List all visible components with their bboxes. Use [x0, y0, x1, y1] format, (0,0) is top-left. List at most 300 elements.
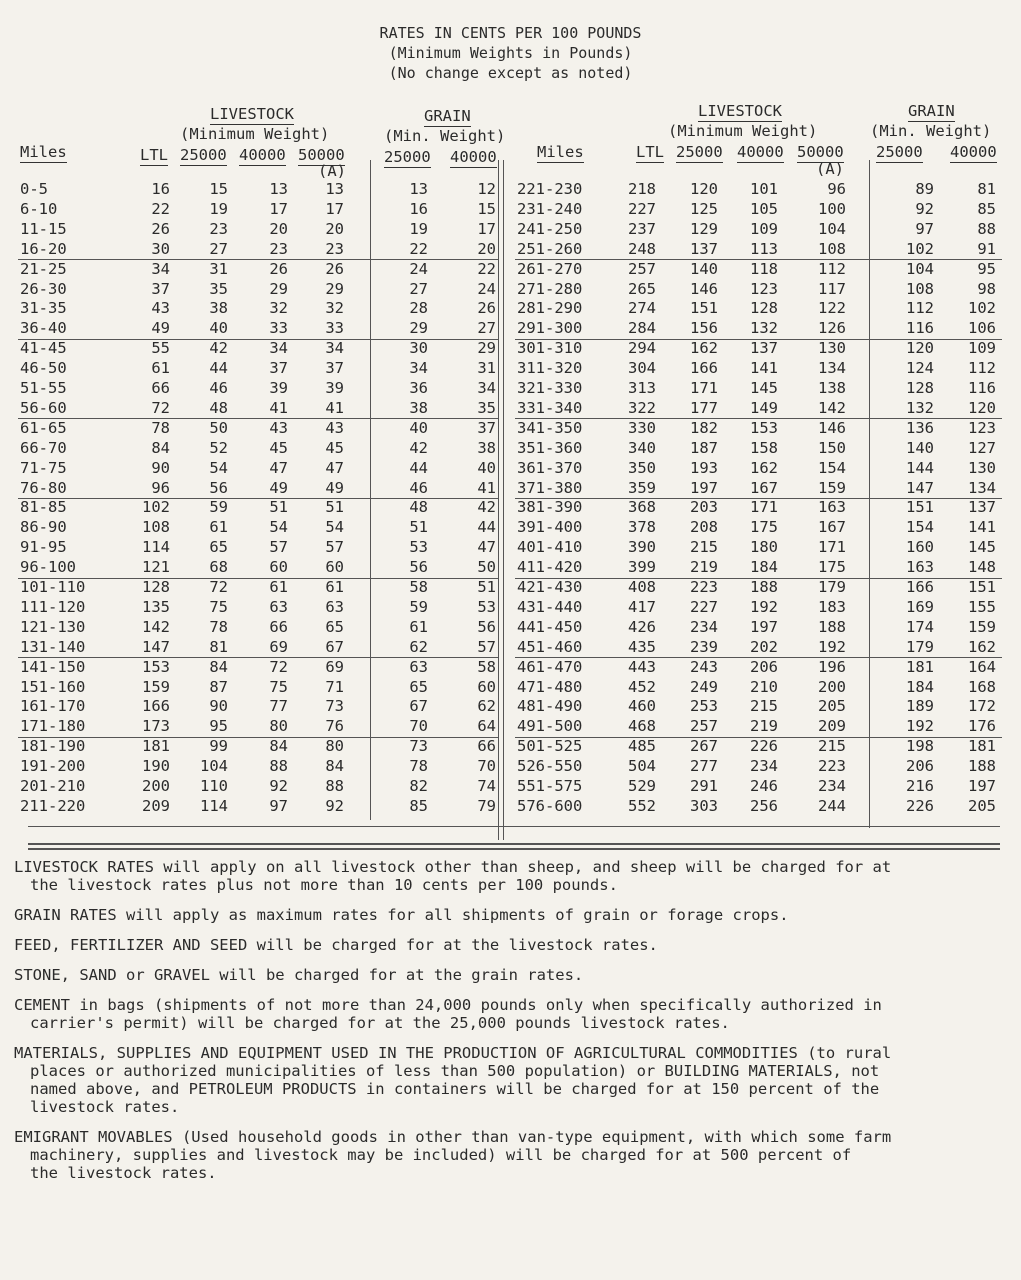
cell-w25000: 42 [209, 339, 228, 358]
cell-ltl: 30 [151, 239, 170, 258]
cell-w40000: 101 [750, 180, 778, 198]
cell-w40000: 69 [269, 637, 288, 656]
cell-grain40000: 12 [477, 180, 496, 198]
cell-w50000: 146 [818, 418, 846, 437]
cell-grain25000: 226 [906, 796, 934, 815]
cell-grain25000: 189 [906, 697, 934, 716]
cell-w50000: 138 [818, 379, 846, 397]
cell-grain25000: 22 [409, 239, 428, 258]
cell-miles: 111-120 [20, 597, 86, 616]
cell-grain40000: 37 [477, 418, 496, 437]
cell-w25000: 193 [690, 458, 718, 477]
table-row [0, 618, 1021, 638]
cell-w50000: 126 [818, 319, 846, 338]
cell-grain40000: 123 [968, 418, 996, 437]
cell-grain25000: 102 [906, 239, 934, 258]
cell-w50000: 171 [818, 538, 846, 557]
cell-grain25000: 216 [906, 777, 934, 795]
cell-w25000: 46 [209, 379, 228, 397]
table-row [0, 658, 1021, 678]
cell-w40000: 109 [750, 219, 778, 238]
cell-w50000: 73 [325, 697, 344, 716]
cell-w50000: 108 [818, 239, 846, 258]
cell-w50000: 196 [818, 657, 846, 676]
cell-miles: 441-450 [517, 617, 583, 636]
cell-miles: 391-400 [517, 518, 583, 537]
cell-w50000: 57 [325, 538, 344, 557]
cell-w40000: 128 [750, 299, 778, 318]
cell-w25000: 19 [209, 199, 228, 218]
cell-w50000: 154 [818, 458, 846, 477]
cell-w50000: 41 [325, 398, 344, 417]
cell-grain25000: 104 [906, 259, 934, 278]
cell-miles: 141-150 [20, 657, 86, 676]
cell-ltl: 90 [151, 458, 170, 477]
cell-miles: 21-25 [20, 259, 67, 278]
cell-miles: 6-10 [20, 199, 58, 218]
cell-grain25000: 73 [409, 737, 428, 756]
cell-ltl: 340 [628, 438, 656, 457]
cell-grain25000: 97 [915, 219, 934, 238]
cell-grain40000: 57 [477, 637, 496, 656]
cell-miles: 231-240 [517, 199, 583, 218]
cell-w50000: 234 [818, 777, 846, 795]
cell-ltl: 114 [142, 538, 170, 557]
cell-grain25000: 198 [906, 737, 934, 756]
cell-grain40000: 35 [477, 398, 496, 417]
cell-w25000: 31 [209, 259, 228, 278]
cell-w25000: 303 [690, 796, 718, 815]
cell-w40000: 171 [750, 498, 778, 517]
grain40000-header-left: 40000 [450, 148, 497, 166]
cell-w25000: 227 [690, 597, 718, 616]
cell-miles: 86-90 [20, 518, 67, 537]
cell-ltl: 294 [628, 339, 656, 358]
note-continuation: the livestock rates plus not more than 10 cents per 100 pounds. [30, 876, 618, 894]
cell-w40000: 167 [750, 478, 778, 497]
cell-w40000: 180 [750, 538, 778, 557]
cell-w40000: 49 [269, 478, 288, 497]
cell-w25000: 84 [209, 657, 228, 676]
note-first-line: LIVESTOCK RATES will apply on all livestock other than sheep, and sheep will be charged for at [14, 858, 892, 876]
cell-grain40000: 56 [477, 617, 496, 636]
cell-grain25000: 34 [409, 359, 428, 378]
cell-miles: 91-95 [20, 538, 67, 557]
note-a-right: (A) [816, 160, 844, 178]
grain-subheader-left: (Min. Weight) [384, 127, 506, 145]
cell-w50000: 65 [325, 617, 344, 636]
cell-grain25000: 48 [409, 498, 428, 517]
cell-ltl: 49 [151, 319, 170, 338]
cell-ltl: 248 [628, 239, 656, 258]
ltl-header-left: LTL [140, 146, 168, 164]
cell-grain25000: 36 [409, 379, 428, 397]
cell-w50000: 205 [818, 697, 846, 716]
cell-miles: 0-5 [20, 180, 48, 198]
table-row [0, 638, 1021, 658]
cell-grain25000: 27 [409, 279, 428, 298]
table-row [0, 737, 1021, 757]
cell-w25000: 78 [209, 617, 228, 636]
cell-w25000: 68 [209, 558, 228, 577]
cell-grain40000: 137 [968, 498, 996, 517]
cell-grain25000: 38 [409, 398, 428, 417]
cell-w25000: 59 [209, 498, 228, 517]
cell-w50000: 71 [325, 677, 344, 696]
cell-w50000: 34 [325, 339, 344, 358]
cell-ltl: 399 [628, 558, 656, 577]
cell-grain40000: 38 [477, 438, 496, 457]
cell-w40000: 33 [269, 319, 288, 338]
cell-w25000: 187 [690, 438, 718, 457]
cell-grain40000: 24 [477, 279, 496, 298]
cell-w40000: 162 [750, 458, 778, 477]
cell-ltl: 350 [628, 458, 656, 477]
cell-miles: 311-320 [517, 359, 583, 378]
cell-w25000: 223 [690, 578, 718, 596]
cell-w40000: 158 [750, 438, 778, 457]
cell-grain25000: 51 [409, 518, 428, 537]
cell-miles: 31-35 [20, 299, 67, 318]
cell-grain25000: 147 [906, 478, 934, 497]
cell-grain40000: 102 [968, 299, 996, 318]
table-row [0, 797, 1021, 817]
cell-miles: 381-390 [517, 498, 583, 517]
cell-grain40000: 205 [968, 796, 996, 815]
grain40000-header-right: 40000 [950, 143, 997, 161]
cell-w50000: 122 [818, 299, 846, 318]
cell-ltl: 390 [628, 538, 656, 557]
cell-grain25000: 65 [409, 677, 428, 696]
table-row [0, 419, 1021, 439]
cell-w40000: 47 [269, 458, 288, 477]
note-first-line: FEED, FERTILIZER AND SEED will be charged for at the livestock rates. [14, 936, 658, 954]
cell-w50000: 92 [325, 796, 344, 815]
cell-grain40000: 50 [477, 558, 496, 577]
cell-ltl: 43 [151, 299, 170, 318]
cell-grain25000: 67 [409, 697, 428, 716]
grain-subheader-right: (Min. Weight) [870, 122, 992, 140]
cell-miles: 76-80 [20, 478, 67, 497]
cell-grain25000: 56 [409, 558, 428, 577]
table-row [0, 598, 1021, 618]
table-row [0, 220, 1021, 240]
cell-grain25000: 44 [409, 458, 428, 477]
cell-grain25000: 70 [409, 717, 428, 736]
cell-miles: 181-190 [20, 737, 86, 756]
table-row [0, 439, 1021, 459]
cell-miles: 251-260 [517, 239, 583, 258]
cell-grain40000: 79 [477, 796, 496, 815]
cell-w40000: 246 [750, 777, 778, 795]
cell-w40000: 20 [269, 219, 288, 238]
cell-w25000: 137 [690, 239, 718, 258]
cell-w50000: 117 [818, 279, 846, 298]
cell-grain40000: 162 [968, 637, 996, 656]
note-paragraph [14, 858, 1004, 894]
cell-w25000: 99 [209, 737, 228, 756]
cell-ltl: 34 [151, 259, 170, 278]
cell-grain25000: 144 [906, 458, 934, 477]
cell-grain25000: 192 [906, 717, 934, 736]
cell-w50000: 33 [325, 319, 344, 338]
cell-w25000: 38 [209, 299, 228, 318]
cell-w25000: 234 [690, 617, 718, 636]
ltl-header-right: LTL [636, 143, 664, 161]
cell-miles: 36-40 [20, 319, 67, 338]
table-row [0, 339, 1021, 359]
cell-ltl: 218 [628, 180, 656, 198]
cell-w40000: 54 [269, 518, 288, 537]
rates-title: RATES IN CENTS PER 100 POUNDS [379, 24, 642, 42]
cell-ltl: 408 [628, 578, 656, 596]
cell-w40000: 153 [750, 418, 778, 437]
cell-grain25000: 16 [409, 199, 428, 218]
cell-grain40000: 34 [477, 379, 496, 397]
cell-w50000: 13 [325, 180, 344, 198]
cell-grain40000: 31 [477, 359, 496, 378]
cell-w40000: 13 [269, 180, 288, 198]
livestock-subheader-left: (Minimum Weight) [180, 125, 330, 143]
cell-miles: 41-45 [20, 339, 67, 358]
cell-w50000: 192 [818, 637, 846, 656]
cell-w40000: 43 [269, 418, 288, 437]
cell-grain25000: 206 [906, 757, 934, 776]
table-row [0, 399, 1021, 419]
cell-grain25000: 46 [409, 478, 428, 497]
cell-ltl: 135 [142, 597, 170, 616]
table-row [0, 578, 1021, 598]
cell-grain25000: 116 [906, 319, 934, 338]
cell-w50000: 215 [818, 737, 846, 756]
cell-grain40000: 17 [477, 219, 496, 238]
cell-ltl: 209 [142, 796, 170, 815]
table-row [0, 697, 1021, 717]
cell-grain25000: 112 [906, 299, 934, 318]
w25000-header-right: 25000 [676, 143, 723, 161]
cell-grain25000: 179 [906, 637, 934, 656]
rate-notes [14, 858, 1004, 1194]
cell-w50000: 96 [827, 180, 846, 198]
cell-w40000: 23 [269, 239, 288, 258]
cell-w40000: 137 [750, 339, 778, 358]
cell-w25000: 56 [209, 478, 228, 497]
cell-miles: 96-100 [20, 558, 76, 577]
cell-miles: 491-500 [517, 717, 583, 736]
cell-grain25000: 42 [409, 438, 428, 457]
cell-w40000: 192 [750, 597, 778, 616]
cell-w25000: 162 [690, 339, 718, 358]
cell-ltl: 368 [628, 498, 656, 517]
cell-miles: 56-60 [20, 398, 67, 417]
cell-grain40000: 155 [968, 597, 996, 616]
cell-w40000: 210 [750, 677, 778, 696]
table-bottom-rule [28, 826, 1000, 827]
cell-ltl: 22 [151, 199, 170, 218]
table-row [0, 299, 1021, 319]
cell-miles: 461-470 [517, 657, 583, 676]
note-paragraph [14, 1044, 1004, 1116]
cell-w25000: 44 [209, 359, 228, 378]
cell-ltl: 237 [628, 219, 656, 238]
cell-miles: 471-480 [517, 677, 583, 696]
cell-w50000: 80 [325, 737, 344, 756]
cell-ltl: 159 [142, 677, 170, 696]
cell-ltl: 102 [142, 498, 170, 517]
cell-w40000: 118 [750, 259, 778, 278]
cell-grain40000: 116 [968, 379, 996, 397]
cell-grain40000: 95 [977, 259, 996, 278]
cell-ltl: 153 [142, 657, 170, 676]
table-row [0, 479, 1021, 499]
note-first-line: GRAIN RATES will apply as maximum rates for all shipments of grain or forage crops. [14, 906, 789, 924]
cell-grain40000: 70 [477, 757, 496, 776]
cell-miles: 211-220 [20, 796, 86, 815]
cell-miles: 401-410 [517, 538, 583, 557]
cell-w50000: 200 [818, 677, 846, 696]
grain-header-right: GRAIN [908, 102, 955, 120]
cell-w25000: 104 [200, 757, 228, 776]
cell-ltl: 147 [142, 637, 170, 656]
cell-grain40000: 148 [968, 558, 996, 577]
cell-ltl: 485 [628, 737, 656, 756]
cell-w25000: 171 [690, 379, 718, 397]
table-row [0, 180, 1021, 200]
table-row [0, 678, 1021, 698]
cell-miles: 526-550 [517, 757, 583, 776]
table-bottom-double-rule-a [28, 843, 1000, 845]
table-row [0, 459, 1021, 479]
cell-w50000: 244 [818, 796, 846, 815]
cell-grain25000: 58 [409, 578, 428, 596]
cell-grain40000: 29 [477, 339, 496, 358]
cell-grain25000: 181 [906, 657, 934, 676]
cell-w25000: 166 [690, 359, 718, 378]
cell-ltl: 78 [151, 418, 170, 437]
cell-grain25000: 30 [409, 339, 428, 358]
cell-w40000: 57 [269, 538, 288, 557]
cell-w40000: 234 [750, 757, 778, 776]
cell-ltl: 359 [628, 478, 656, 497]
cell-ltl: 452 [628, 677, 656, 696]
grain-header-left: GRAIN [424, 107, 471, 125]
cell-miles: 101-110 [20, 578, 86, 596]
cell-grain25000: 29 [409, 319, 428, 338]
cell-miles: 81-85 [20, 498, 67, 517]
cell-w25000: 90 [209, 697, 228, 716]
cell-w25000: 182 [690, 418, 718, 437]
cell-miles: 331-340 [517, 398, 583, 417]
cell-ltl: 37 [151, 279, 170, 298]
cell-miles: 481-490 [517, 697, 583, 716]
cell-w40000: 17 [269, 199, 288, 218]
cell-w50000: 51 [325, 498, 344, 517]
cell-grain25000: 24 [409, 259, 428, 278]
cell-ltl: 330 [628, 418, 656, 437]
cell-w50000: 175 [818, 558, 846, 577]
table-row [0, 359, 1021, 379]
cell-w40000: 60 [269, 558, 288, 577]
note-paragraph [14, 1128, 1004, 1182]
cell-miles: 451-460 [517, 637, 583, 656]
cell-ltl: 313 [628, 379, 656, 397]
cell-grain40000: 188 [968, 757, 996, 776]
cell-w50000: 67 [325, 637, 344, 656]
cell-w25000: 61 [209, 518, 228, 537]
cell-grain25000: 169 [906, 597, 934, 616]
cell-w40000: 84 [269, 737, 288, 756]
cell-miles: 351-360 [517, 438, 583, 457]
cell-ltl: 61 [151, 359, 170, 378]
cell-miles: 431-440 [517, 597, 583, 616]
miles-header-right: Miles [537, 143, 584, 161]
cell-w40000: 202 [750, 637, 778, 656]
cell-w25000: 243 [690, 657, 718, 676]
cell-grain40000: 181 [968, 737, 996, 756]
cell-ltl: 435 [628, 637, 656, 656]
w40000-header-left: 40000 [239, 146, 286, 164]
cell-ltl: 426 [628, 617, 656, 636]
cell-w50000: 76 [325, 717, 344, 736]
cell-miles: 271-280 [517, 279, 583, 298]
cell-grain40000: 60 [477, 677, 496, 696]
cell-grain25000: 89 [915, 180, 934, 198]
cell-grain25000: 82 [409, 777, 428, 795]
cell-grain40000: 127 [968, 438, 996, 457]
cell-grain25000: 63 [409, 657, 428, 676]
cell-miles: 361-370 [517, 458, 583, 477]
cell-grain40000: 151 [968, 578, 996, 596]
cell-w25000: 95 [209, 717, 228, 736]
cell-grain25000: 92 [915, 199, 934, 218]
cell-grain40000: 41 [477, 478, 496, 497]
cell-miles: 261-270 [517, 259, 583, 278]
cell-grain25000: 40 [409, 418, 428, 437]
livestock-subheader-right: (Minimum Weight) [668, 122, 818, 140]
cell-w50000: 167 [818, 518, 846, 537]
note-first-line: EMIGRANT MOVABLES (Used household goods in other than van-type equipment, with which some farm [14, 1128, 892, 1146]
cell-grain40000: 53 [477, 597, 496, 616]
cell-miles: 371-380 [517, 478, 583, 497]
cell-w40000: 75 [269, 677, 288, 696]
cell-w40000: 256 [750, 796, 778, 815]
livestock-header-left: LIVESTOCK [210, 105, 294, 123]
cell-w40000: 88 [269, 757, 288, 776]
cell-w25000: 156 [690, 319, 718, 338]
table-row [0, 558, 1021, 578]
cell-grain40000: 74 [477, 777, 496, 795]
cell-ltl: 504 [628, 757, 656, 776]
cell-miles: 341-350 [517, 418, 583, 437]
cell-ltl: 443 [628, 657, 656, 676]
cell-w25000: 249 [690, 677, 718, 696]
cell-w25000: 81 [209, 637, 228, 656]
cell-grain25000: 62 [409, 637, 428, 656]
cell-miles: 201-210 [20, 777, 86, 795]
cell-grain40000: 109 [968, 339, 996, 358]
cell-w40000: 41 [269, 398, 288, 417]
cell-w40000: 188 [750, 578, 778, 596]
cell-grain40000: 15 [477, 199, 496, 218]
cell-ltl: 378 [628, 518, 656, 537]
cell-miles: 71-75 [20, 458, 67, 477]
cell-w40000: 51 [269, 498, 288, 517]
cell-w25000: 110 [200, 777, 228, 795]
cell-ltl: 84 [151, 438, 170, 457]
cell-grain40000: 58 [477, 657, 496, 676]
cell-miles: 11-15 [20, 219, 67, 238]
table-row [0, 200, 1021, 220]
